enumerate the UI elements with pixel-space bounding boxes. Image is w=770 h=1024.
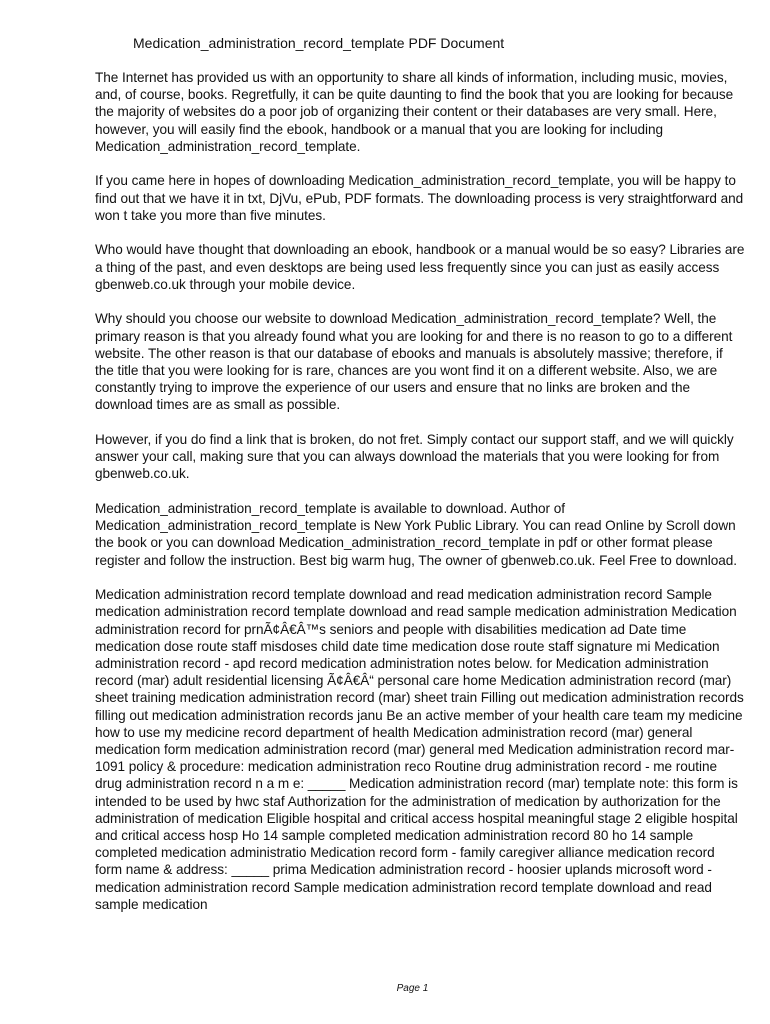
paragraph-keywords: Medication administration record template download and read medication administration record Sample medication administration record template download and read sample medication administration Medication administration record for prnÃ¢Â€Â™s seniors and people with disabilities medication ad Date time medication dose route staff misdoses child date time medication dose route staff signature mi Medication administration record - apd record medication administration notes below. for Medication administration record (mar) adult residential licensing Ã¢Â€Â“ personal care home Medication administration record (mar) sheet training medication administration record (mar) sheet train Filling out medication administration records filling out medication administration records janu Be an active member of your health care team my medicine how to use my medicine record department of health Medication administration record (mar) general medication form medication administration record (mar) general med Medication administration record mar-1091 policy & procedure: medication administration reco Routine drug administration record - me routine drug administration record n a m e: _____ Medication administration record (mar) template note: this form is intended to be used by hwc staf Authorization for the administration of medication by authorization for the administration of medication Eligible hospital and critical access hospital meaningful stage 2 eligible hospital and critical access hosp Ho 14 sample completed medication administration record 80 ho 14 sample completed medication administratio Medication record form - family caregiver alliance medication record form name & address: _____ prima Medication administration record - hoosier uplands microsoft word - medication administration record Sample medication administration record template download and read sample medication <box>95 587 744 912</box>
paragraph-why-choose: Why should you choose our website to download Medication_administration_record_template? Well, the primary reason is that you already found what you are looking for and there is no reason to go to a different website. The other reason is that our database of ebooks and manuals is absolutely massive; therefore, if the title that you were looking for is rare, chances are you wont find it on a different website. Also, we are constantly trying to improve the experience of our users and ensure that no links are broken and the download times are as small as possible. <box>95 311 733 413</box>
paragraph-availability: Medication_administration_record_template is available to download. Author of Medication_administration_record_template is New York Public Library. You can read Online by Scroll down the book or you can download Medication_administration_record_template in pdf or other format please register and follow the instruction. Best big warm hug, The owner of gbenweb.co.uk. Feel Free to download. <box>95 501 738 568</box>
document-body <box>95 69 745 913</box>
paragraph-formats: If you came here in hopes of downloading Medication_administration_record_template, you will be happy to find out that we have it in txt, DjVu, ePub, PDF formats. The downloading process is very straightforward and won t take you more than five minutes. <box>95 173 744 223</box>
paragraph-intro: The Internet has provided us with an opportunity to share all kinds of information, including music, movies, and, of course, books. Regretfully, it can be quite daunting to find the book that you are looking for because the majority of websites do a poor job of organizing their content or their databases are very small. Here, however, you will easily find the ebook, handbook or a manual that you are looking for including Medication_administration_record_template. <box>95 70 734 154</box>
document-title: Medication_administration_record_template PDF Document <box>133 35 505 51</box>
paragraph-ease: Who would have thought that downloading an ebook, handbook or a manual would be so easy? Libraries are a thing of the past, and even desktops are being used less frequently since you can just as easily access gbenweb.co.uk through your mobile device. <box>95 242 745 292</box>
paragraph-broken-link: However, if you do find a link that is broken, do not fret. Simply contact our support staff, and we will quickly answer your call, making sure that you can always download the materials that you were looking for from gbenweb.co.uk. <box>95 432 734 482</box>
page-number: Page 1 <box>396 983 429 994</box>
